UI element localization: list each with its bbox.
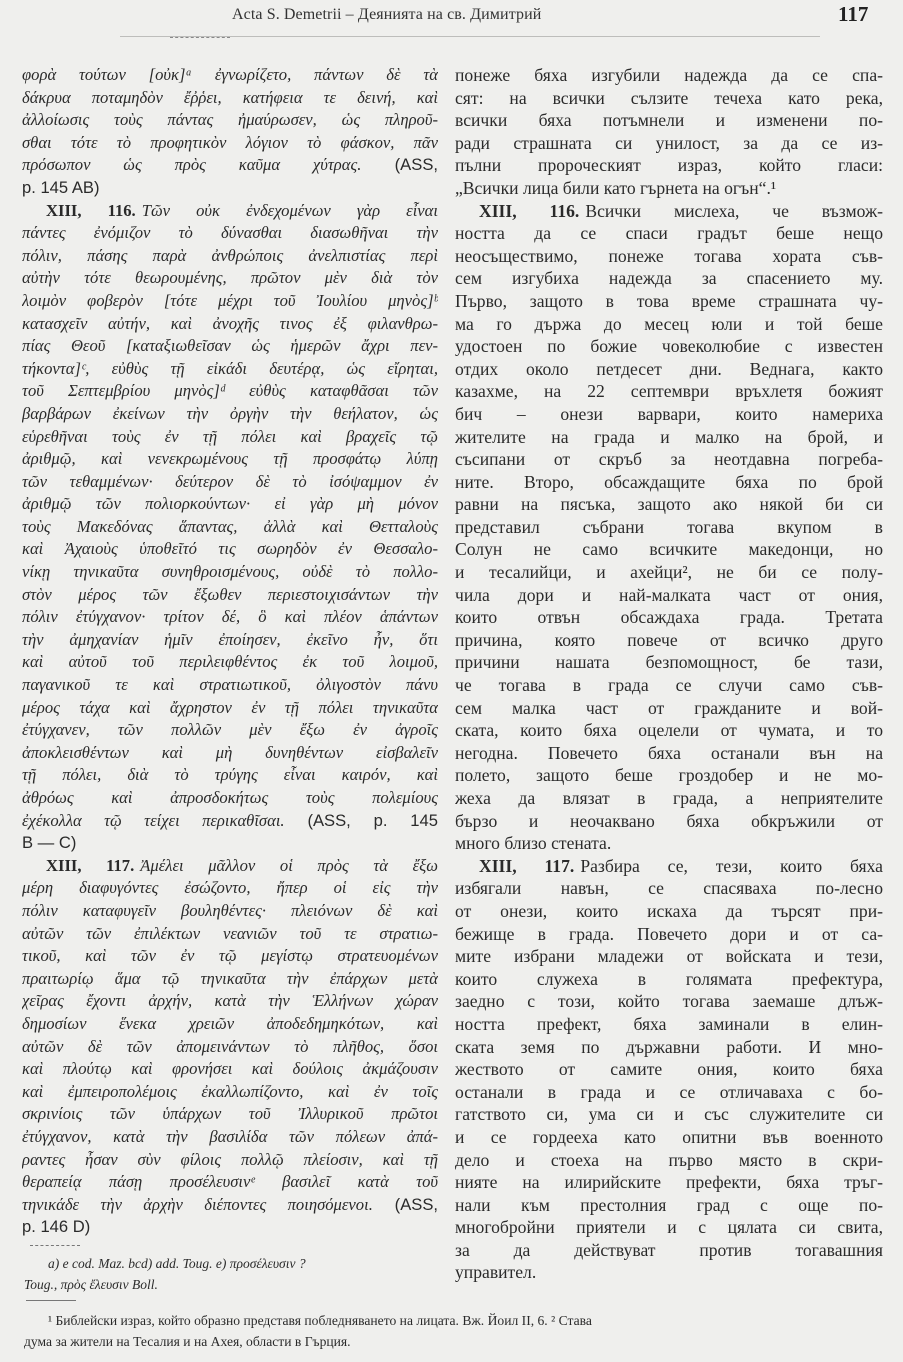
line-text: сят: на всички сълзите течеха като река, (455, 87, 883, 108)
text-line (22, 629, 438, 652)
text-line (22, 154, 438, 177)
text-line (22, 132, 438, 155)
line-text: αὐτῶν τῶν ἐπιλέκτων νεανιῶν τοῦ τε στρατιω- (22, 923, 438, 943)
citation: (ASS, (361, 155, 438, 175)
text-line (22, 697, 438, 720)
text-line (22, 923, 438, 946)
text-line (22, 471, 438, 494)
line-text: всички бяха потъмнели и изменени по- (455, 110, 883, 131)
text-line (455, 1239, 883, 1262)
line-text: гатството си, ума си и със служителите си (455, 1104, 883, 1125)
text-line (22, 358, 438, 381)
line-text: τὴν ἀμηχανίαν ἡμῖν ἐποίησεν, ἐκεῖνο ἦν, ὅτι (22, 629, 438, 649)
line-text: θεραπείᾳ πάσῃ προσέλευσινᵉ βασιλεῖ κατὰ τοῦ (22, 1172, 438, 1192)
line-text: τοὺς Μακεδόνας ἅπαντας, ἀλλὰ καὶ Θετταλοὺς (22, 516, 438, 536)
line-text: жеха да влязат в града, а неприятелите (455, 788, 883, 808)
line-text: полето, защото беше гроздобер и не мо- (455, 765, 883, 786)
text-line (455, 1126, 883, 1149)
line-text: мите избрани младежи от войската и тези, (455, 946, 883, 967)
text-line (22, 1081, 438, 1104)
line-text: съсипани от скръб за неотдавна погреба- (455, 449, 883, 470)
text-line (455, 651, 883, 674)
line-text: βαρβάρων ἐκείνων τὴν ὀργὴν τὴν θεήλατον, ὡς (22, 403, 438, 423)
line-text: σκρινίοις τῶν ὑπάρχων τοῦ Ἰλλυρικοῦ πρῶτοι (22, 1104, 438, 1124)
text-line (455, 810, 883, 833)
line-text: сем малка част от гражданите и вой- (455, 697, 883, 718)
line-text: избягали навън, се спасяваха по-лесно (455, 878, 883, 899)
line-text: и се гордееха като опитни във военното (455, 1126, 883, 1147)
line-text: πόλιν ἐτύγχανον· τρίτον δέ, ὃ καὶ πλέον ἁπάντων (22, 607, 438, 627)
citation: p. 145 AB) (22, 177, 100, 197)
footnote-rule (26, 1300, 76, 1301)
text-line (22, 245, 438, 268)
line-text: за да действуват против тогавашния (455, 1239, 883, 1260)
text-line (455, 222, 883, 245)
line-text: нали към престолния град с още по- (455, 1194, 883, 1215)
text-line (455, 832, 883, 855)
text-line (22, 877, 438, 900)
line-text: σθαι τότε τὸ προφητικὸν λόγιον τὸ φάσκον, πᾶν (22, 132, 438, 152)
line-text: στὸν μέρος τῶν ἔξωθεν περιεστοιχισάντων τὴν (22, 584, 438, 604)
text-line (22, 810, 438, 833)
text-line (455, 1149, 883, 1172)
line-text: ската земя по държавни работи. И мно- (455, 1036, 883, 1057)
text-line (22, 968, 438, 991)
line-text: много близо стената. (455, 833, 612, 854)
citation: B — C) (22, 833, 77, 853)
text-line (22, 1126, 438, 1149)
text-line (455, 1171, 883, 1194)
bulgarian-translation-column (455, 64, 883, 1284)
text-line (22, 1194, 438, 1217)
text-line (22, 742, 438, 765)
line-text: ἀλλοίωσις τοὺς πάντας ἠμαύρωσεν, ὡς πληροῦ- (22, 110, 438, 130)
line-text: неосъществимо, понеже тогава хората съв- (455, 245, 883, 266)
line-text: τηνικάδε τὴν ἀρχὴν διέποντες ποιησόμενοι. (22, 1194, 373, 1214)
line-text: останали в града и се отличаваха с бо- (455, 1081, 883, 1102)
line-text: ἐχέκολλα τῷ τείχει περικαθῖσαι. (22, 810, 285, 830)
text-line (455, 1216, 883, 1239)
line-text: τῇ πόλει, διὰ τὸ τρύγης εἶναι καιρόν, καὶ (22, 765, 438, 785)
text-line (455, 877, 883, 900)
text-line (455, 923, 883, 946)
line-text: νίκῃ τηνικαῦτα συνηθροισμένους, οὐδὲ τὸ πολλο- (22, 562, 438, 582)
line-text: καὶ Ἀχαιοὺς ὑποθεῖτό τις σωρηδὸν ἐν Θεσσαλο- (22, 539, 438, 559)
text-line (455, 742, 883, 765)
text-line (22, 538, 438, 561)
line-text: πόλιν καταφυγεῖν βουληθέντες· πλειόνων δὲ καὶ (22, 900, 438, 920)
line-text: управител. (455, 1262, 537, 1283)
line-text: от онези, които искаха да търсят при- (455, 900, 883, 921)
line-text: че тогава в града се случи само съв- (455, 675, 883, 696)
paragraph-start-line (22, 200, 438, 223)
line-text: τοῦ Σεπτεμβρίου μηνὸς]ᵈ εὐθὺς καταφθᾶσαι τῶν (22, 381, 438, 401)
critical-apparatus (24, 1253, 434, 1295)
text-line (22, 787, 438, 810)
line-text: понеже бяха изгубили надежда да се спа- (455, 65, 883, 85)
line-text: ните. Второ, обсаждащите бяха по брой (455, 471, 883, 492)
text-line (455, 900, 883, 923)
line-text: пълни пророческият израз, който гласи: (455, 155, 883, 176)
line-text: които служеха в голямата префектура, (455, 968, 883, 989)
text-line (22, 606, 438, 629)
text-line (455, 313, 883, 336)
line-text: Ἀμέλει μᾶλλον οἱ πρὸς τὰ ἔξω (140, 855, 438, 875)
line-text: чила дори и най-малката част от ония, (455, 584, 883, 605)
line-text: ἀριθμῷ, καὶ νενεκρωμένους τῇ προσφάτῳ λύπῃ (22, 449, 438, 469)
text-line (455, 629, 883, 652)
text-line (22, 335, 438, 358)
text-line (455, 1103, 883, 1126)
line-text: ността префект, бяха заминали в елин- (455, 1013, 883, 1034)
text-line (455, 674, 883, 697)
line-text: τικοῦ, καὶ τῶν ἐν τῷ μεγίστῳ στρατευομένων (22, 946, 438, 966)
text-line (455, 1081, 883, 1104)
line-text: ради страшната си унилост, за да се из- (455, 132, 883, 153)
paragraph-start-line (22, 855, 438, 878)
line-text: удостоен по божие човеколюбие с известен (455, 336, 883, 357)
line-text: ността да се спаси градът беше нещо (455, 223, 883, 244)
line-text: ската, които бяха оцелели от чумата, и то (455, 720, 883, 741)
text-line (455, 1261, 883, 1284)
line-text: нияте на илирийските префекти, бяха тръг- (455, 1172, 883, 1193)
text-line (22, 493, 438, 516)
text-line (455, 606, 883, 629)
text-line (455, 1036, 883, 1059)
line-text: и тесалийци, и ахейци², не би се полу- (455, 562, 883, 583)
text-line (455, 764, 883, 787)
text-line (455, 403, 883, 426)
paragraph-start-line (455, 200, 883, 223)
line-text: εὑρεθῆναι τοὺς ἐν τῇ πόλει καὶ βραχεῖς τῷ (22, 426, 438, 446)
text-line (455, 493, 883, 516)
line-text: „Всички лица били като гърнета на огън“.¹ (455, 177, 777, 198)
text-line (455, 87, 883, 110)
text-line (22, 945, 438, 968)
text-line (22, 1103, 438, 1126)
line-text: сем изгубиха надежда за спасението му. (455, 268, 883, 289)
line-text: καὶ αὐτοῦ τοῦ περιλειφθέντος ἐκ τοῦ λοιμοῦ, (22, 652, 438, 672)
section-number: XIII, 117. (479, 855, 575, 876)
text-line (22, 651, 438, 674)
line-text: ἐτύγχανον, κατὰ τὴν βασιλίδα τῶν πόλεων ἀπά- (22, 1126, 438, 1146)
section-number: XIII, 117. (46, 855, 135, 875)
line-text: ἐτύγχανεν, τῶν πολλῶν μὲν ἔξω ἐν ἀγροῖς (22, 720, 438, 740)
text-line (22, 1149, 438, 1172)
text-line (455, 154, 883, 177)
text-line (22, 87, 438, 110)
text-line (22, 1171, 438, 1194)
line-text: Разбира се, тези, които бяха (580, 855, 883, 876)
line-text: δάκρυα ποταμηδὸν ἔῤῥει, κατήφεια τε δεινή, καὶ (22, 87, 438, 107)
line-text: χεῖρας ἔχοντι ἀρχήν, κατὰ τὴν Ἑλλήνων χώραν (22, 991, 438, 1011)
text-line (22, 584, 438, 607)
text-line (22, 290, 438, 313)
line-text: καὶ πλούτῳ καὶ φρονήσει καὶ δούλοις ἀκμάζουσιν (22, 1059, 438, 1079)
text-line (22, 1058, 438, 1081)
line-text: бързо и неочаквано бяха обкръжили от (455, 810, 883, 831)
text-line (455, 109, 883, 132)
text-line (22, 426, 438, 449)
line-text: ραντες ἦσαν σὺν φίλοις πολλῷ πλείοσιν, καὶ τῇ (22, 1149, 438, 1169)
line-text: πρόσωπον ὡς πρὸς καῦμα χύτρας. (22, 155, 362, 175)
line-text: причина, която повече от всичко друго (455, 629, 883, 650)
text-line (455, 358, 883, 381)
line-text: ἀποκλεισθέντων καὶ μὴ δυνηθέντων εἰσβαλεῖν (22, 742, 438, 762)
text-line (22, 1216, 438, 1239)
text-line (455, 132, 883, 155)
text-line (455, 335, 883, 358)
text-line (455, 1194, 883, 1217)
line-text: жеството от самите ония, които бяха (455, 1059, 883, 1080)
text-line (22, 448, 438, 471)
text-line (22, 313, 438, 336)
apparatus-line: a) e cod. Maz. bcd) add. Toug. e) προσέλευσιν ? (48, 1256, 306, 1271)
line-text: πίας Θεοῦ [καταξιωθεῖσαν ὡς ἡμερῶν ἄχρι πεν- (22, 336, 438, 356)
line-text: τήκοντα]ᶜ, εὐθὺς τῇ εἰκάδι δευτέρᾳ, ὡς εἴρηται, (22, 358, 438, 378)
text-line (22, 222, 438, 245)
running-header (0, 2, 903, 32)
text-line (455, 538, 883, 561)
text-line (455, 290, 883, 313)
text-line (22, 177, 438, 200)
text-line (455, 1013, 883, 1036)
line-text: Първо, защото в това време страшната чу- (455, 290, 883, 311)
line-text: φορὰ τούτων [οὐκ]ᵃ ἐγνωρίζετο, πάντων δὲ τὰ (22, 65, 438, 84)
text-line (455, 267, 883, 290)
line-text: бич – онези варвари, които намериха (455, 403, 883, 424)
text-line (22, 764, 438, 787)
line-text: πραιτωρίῳ ἅμα τῷ τηνικαῦτα τὴν ἐπάρχων μετὰ (22, 968, 438, 988)
citation: p. 146 D) (22, 1217, 91, 1237)
line-text: равни на пясъка, защото ако някой би си (455, 494, 883, 515)
text-line (22, 1013, 438, 1036)
citation: (ASS, (372, 1194, 438, 1214)
line-text: жителите на града и малко на брой, и (455, 426, 883, 447)
section-number: XIII, 116. (479, 200, 580, 221)
text-line (22, 109, 438, 132)
text-line (22, 1036, 438, 1059)
text-line (455, 1058, 883, 1081)
text-line (455, 584, 883, 607)
line-text: μέρος τάχα καὶ ἄχρηστον ἐν τῇ πόλει τηνικαῦτα (22, 697, 438, 717)
line-text: μέρη διαφυγόντες ἐσώζοντο, ἤπερ οἱ εἰς τὴν (22, 878, 438, 898)
line-text: ἀριθμῷ τῶν πολιορκούντων· εἰ γὰρ μὴ μόνον (22, 494, 438, 514)
text-line (22, 516, 438, 539)
footnote-line: ¹ Библейски израз, който образно представя побледняването на лицата. Вж. Йоил II, 6. ² Става (48, 1313, 592, 1328)
text-line (22, 64, 438, 87)
section-number: XIII, 116. (46, 200, 136, 220)
apparatus-line: Toug., πρὸς ἔλευσιν Boll. (24, 1277, 158, 1292)
line-text: бежище в града. Повечето дори и от са- (455, 923, 883, 944)
text-line (455, 471, 883, 494)
line-text: παγανικοῦ τε καὶ στρατιωτικοῦ, ὀλιγοστὸν πάνυ (22, 675, 438, 695)
text-line (455, 64, 883, 87)
text-line (455, 426, 883, 449)
line-text: τῶν τεθαμμένων· δεύτερον δὲ τὸ ἰσόψαμμον ἐν (22, 471, 438, 491)
text-line (22, 380, 438, 403)
header-dash (170, 37, 230, 39)
line-text: κατασχεῖν αὐτήν, καὶ ἀνοχῆς τινος ἐξ φιλανθρω- (22, 313, 438, 333)
line-text: δημοσίων ἕνεκα χρειῶν ἀποδεδημηκότων, καὶ (22, 1013, 438, 1033)
text-line (22, 674, 438, 697)
line-text: Всички мислеха, че възмож- (585, 200, 883, 221)
line-text: αὐτὴν τότε θεωρουμένης, πρῶτον μὲν διὰ τὸν (22, 268, 438, 288)
line-text: λοιμὸν φοβερὸν [τότε μέχρι τοῦ Ἰουλίου μηνὸς]ᵇ (22, 290, 438, 310)
line-text: които отвън обсаждаха града. Третата (455, 607, 883, 628)
paragraph-start-line (455, 855, 883, 878)
text-line (455, 787, 883, 810)
line-text: πόλιν, πάσης παρὰ ἀνθρώποις ἀνελπιστίας περὶ (22, 245, 438, 265)
apparatus-rule (30, 1245, 80, 1246)
line-text: Τῶν οὐκ ἐνδεχομένων γὰρ εἶναι (141, 200, 438, 220)
text-line (455, 516, 883, 539)
text-line (455, 245, 883, 268)
text-line (22, 900, 438, 923)
text-line (22, 561, 438, 584)
line-text: αὐτῶν δὲ τῶν ἀπομεινάντων τὸ πλῆθος, ὅσοι (22, 1036, 438, 1056)
text-line (455, 697, 883, 720)
text-line (22, 403, 438, 426)
line-text: Солун не само всичките македонци, но (455, 539, 883, 560)
line-text: причини нашата безпомощност, бе тази, (455, 652, 883, 673)
text-line (455, 968, 883, 991)
line-text: дело и стоеха на първо място в скри- (455, 1149, 883, 1170)
line-text: представил събрани тогава вкупом в (455, 516, 883, 537)
line-text: ἀθρόως καὶ ἀπροσδοκήτως τοὺς πολεμίους (22, 788, 438, 807)
text-line (455, 719, 883, 742)
text-line (22, 267, 438, 290)
running-title: Acta S. Demetrii – Деянията на св. Димитрий (232, 6, 542, 23)
line-text: казахме, на 22 септември връхлетя божият (455, 381, 883, 402)
text-line (22, 990, 438, 1013)
line-text: ма го държа до месец юли и той беше (455, 313, 883, 334)
text-line (455, 990, 883, 1013)
text-line (455, 177, 883, 200)
greek-text-column (22, 64, 438, 1239)
text-line (455, 448, 883, 471)
text-line (455, 945, 883, 968)
line-text: многобройни приятели и с цялата си свита, (455, 1217, 883, 1238)
footnotes (24, 1310, 884, 1352)
text-line (455, 561, 883, 584)
page-number: 117 (838, 2, 869, 26)
text-line (455, 380, 883, 403)
text-line (22, 832, 438, 855)
citation: (ASS, p. 145 (284, 810, 438, 830)
line-text: πάντες ἐνόμιζον τὸ δύνασθαι διασωθῆναι τὴν (22, 223, 438, 243)
line-text: καὶ ἐμπειροπολέμοις ἐκαλλωπίζοντο, καὶ ἐν τοῖς (22, 1081, 438, 1101)
text-line (22, 719, 438, 742)
line-text: заедно с този, който тогава заемаше длъж- (455, 991, 883, 1012)
footnote-line: дума за жители на Тесалия и на Ахея, области в Гърция. (24, 1334, 351, 1349)
line-text: негодна. Повечето бяха останали вън на (455, 742, 883, 763)
line-text: отдих около петдесет дни. Веднага, както (455, 358, 883, 379)
